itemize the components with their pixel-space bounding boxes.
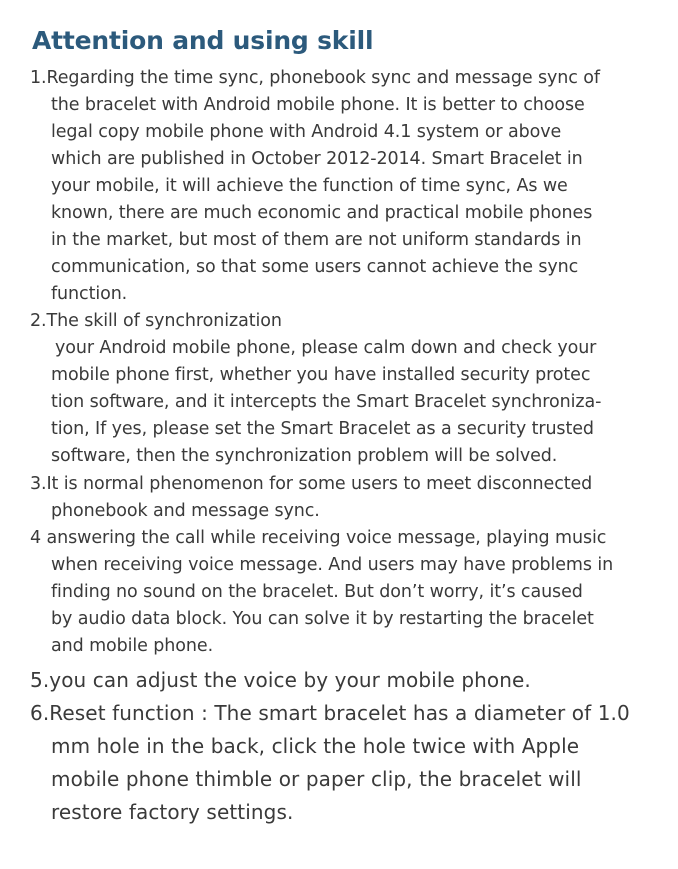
item-1-line-5: your mobile, it will achieve the function of time sync, As we <box>51 176 568 196</box>
item-2-line-2: your Android mobile phone, please calm down and check your <box>55 338 597 358</box>
item-1-line-2: the bracelet with Android mobile phone. It is better to choose <box>51 95 585 115</box>
item-4-line-1: 4 answering the call while receiving voice message, playing music <box>30 528 607 548</box>
item-5-line-1: 5.you can adjust the voice by your mobile phone. <box>30 668 531 692</box>
item-3-line-2: phonebook and message sync. <box>51 501 320 521</box>
item-1-line-4: which are published in October 2012-2014. Smart Bracelet in <box>51 149 583 169</box>
item-1-line-6: known, there are much economic and practical mobile phones <box>51 203 593 223</box>
item-6-line-3: mobile phone thimble or paper clip, the bracelet will <box>51 767 582 791</box>
item-6-line-1: 6.Reset function : The smart bracelet has a diameter of 1.0 <box>30 701 630 725</box>
item-4-line-5: and mobile phone. <box>51 636 214 656</box>
item-2-line-5: tion, If yes, please set the Smart Bracelet as a security trusted <box>51 419 594 439</box>
item-2-line-1: 2.The skill of synchronization <box>30 311 282 331</box>
page-title: Attention and using skill <box>32 26 374 55</box>
item-6-line-2: mm hole in the back, click the hole twice with Apple <box>51 734 580 758</box>
item-4-line-3: finding no sound on the bracelet. But don’t worry, it’s caused <box>51 582 583 602</box>
item-1-line-9: function. <box>51 284 128 304</box>
item-3-line-1: 3.It is normal phenomenon for some users to meet disconnected <box>30 474 593 494</box>
item-2-line-3: mobile phone first, whether you have installed security protec <box>51 365 591 385</box>
item-6-line-4: restore factory settings. <box>51 800 294 824</box>
item-4-line-4: by audio data block. You can solve it by restarting the bracelet <box>51 609 594 629</box>
item-2-line-6: software, then the synchronization problem will be solved. <box>51 446 558 466</box>
item-1-line-7: in the market, but most of them are not uniform standards in <box>51 230 582 250</box>
item-2-line-4: tion software, and it intercepts the Smart Bracelet synchroniza- <box>51 392 602 412</box>
item-1-line-1: 1.Regarding the time sync, phonebook sync and message sync of <box>30 68 600 88</box>
item-1-line-8: communication, so that some users cannot achieve the sync <box>51 257 579 277</box>
item-4-line-2: when receiving voice message. And users may have problems in <box>51 555 614 575</box>
item-1-line-3: legal copy mobile phone with Android 4.1 system or above <box>51 122 562 142</box>
